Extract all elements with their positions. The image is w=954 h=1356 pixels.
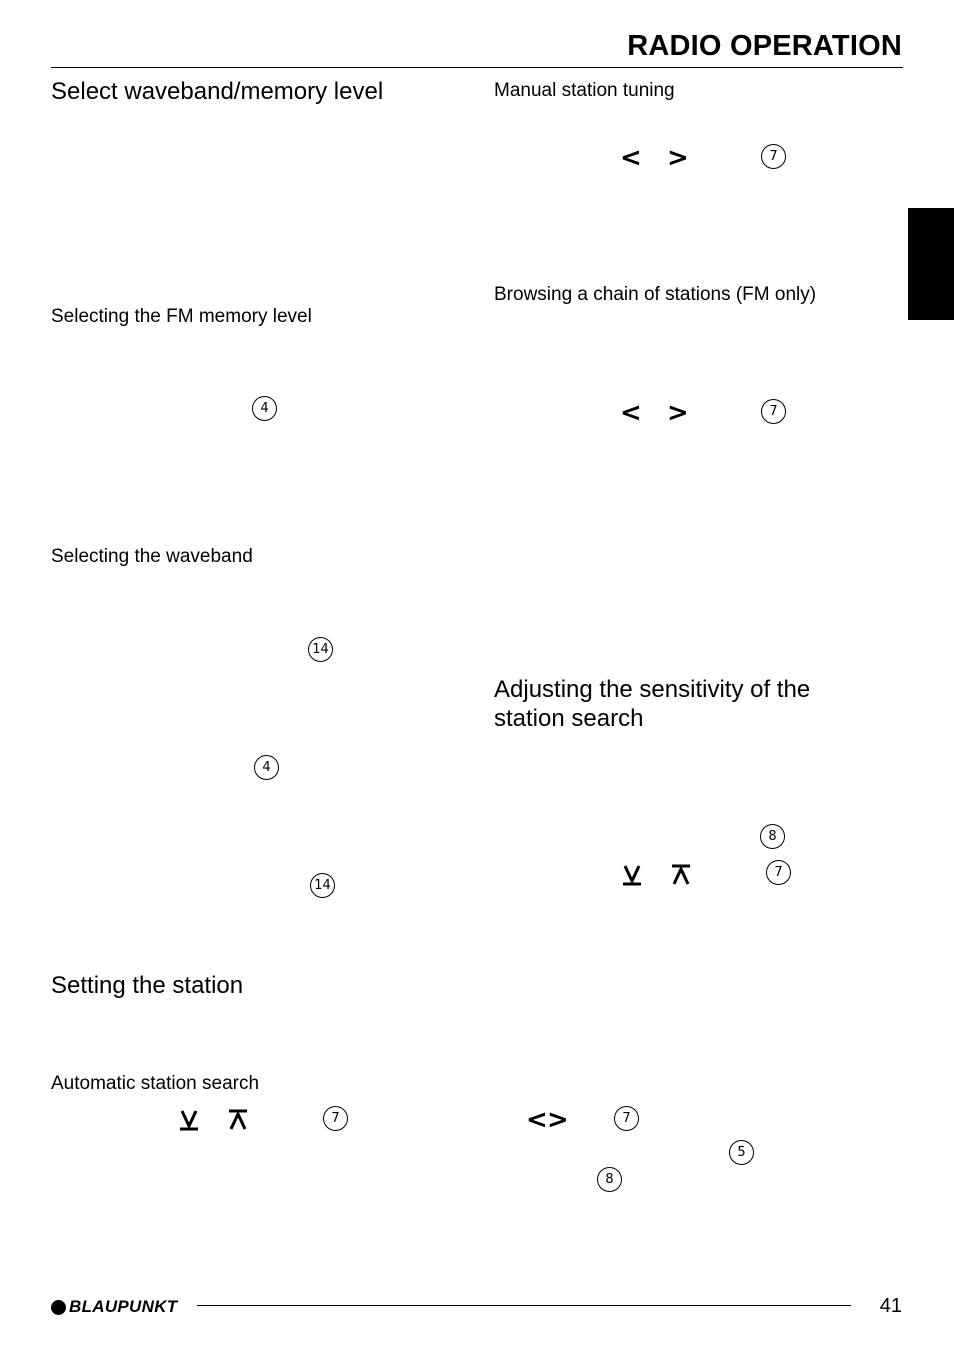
heading-automatic-search: Automatic station search [51,1073,260,1094]
arrow-up-icon [228,1109,248,1131]
chevron-left-icon: < [620,143,642,173]
arrow-down-icon [622,864,642,886]
chevron-right-icon: > [667,143,689,173]
heading-selecting-waveband: Selecting the waveband [51,546,253,567]
callout-7-sensitivity: 7 [766,860,791,885]
callout-14-waveband-a: 14 [308,637,333,662]
arrow-up-icon [671,864,691,886]
heading-sensitivity-line2: station search [494,705,644,732]
callout-7-browse: 7 [761,399,786,424]
section-tab-marker [908,208,954,320]
callout-14-waveband-b: 14 [310,873,335,898]
callout-4-fm: 4 [252,396,277,421]
brand-name: BLAUPUNKT [69,1297,178,1316]
page-title: RADIO OPERATION [627,30,902,62]
chevron-left-icon: < [526,1105,548,1135]
heading-setting-station: Setting the station [51,972,244,999]
callout-7-auto-search: 7 [323,1106,348,1131]
callout-7-manual: 7 [761,144,786,169]
logo-dot-icon [51,1300,66,1315]
callout-5-bottom-right: 5 [729,1140,754,1165]
footer-divider [197,1305,851,1306]
heading-sensitivity-line1: Adjusting the sensitivity of the [494,676,811,703]
heading-manual-tuning: Manual station tuning [494,80,675,101]
page-number: 41 [879,1295,902,1317]
callout-8-sensitivity: 8 [760,824,785,849]
chevron-right-icon: > [667,398,689,428]
heading-select-waveband: Select waveband/memory level [51,78,384,105]
heading-fm-memory-level: Selecting the FM memory level [51,306,312,327]
callout-7-bottom-right: 7 [614,1106,639,1131]
arrow-down-icon [179,1109,199,1131]
chevron-left-icon: < [620,398,642,428]
chevron-right-icon: > [547,1105,569,1135]
callout-8-bottom-right: 8 [597,1167,622,1192]
title-divider [51,67,903,68]
brand-logo [51,1297,177,1317]
heading-browsing-chain: Browsing a chain of stations (FM only) [494,284,817,305]
callout-4-waveband: 4 [254,755,279,780]
